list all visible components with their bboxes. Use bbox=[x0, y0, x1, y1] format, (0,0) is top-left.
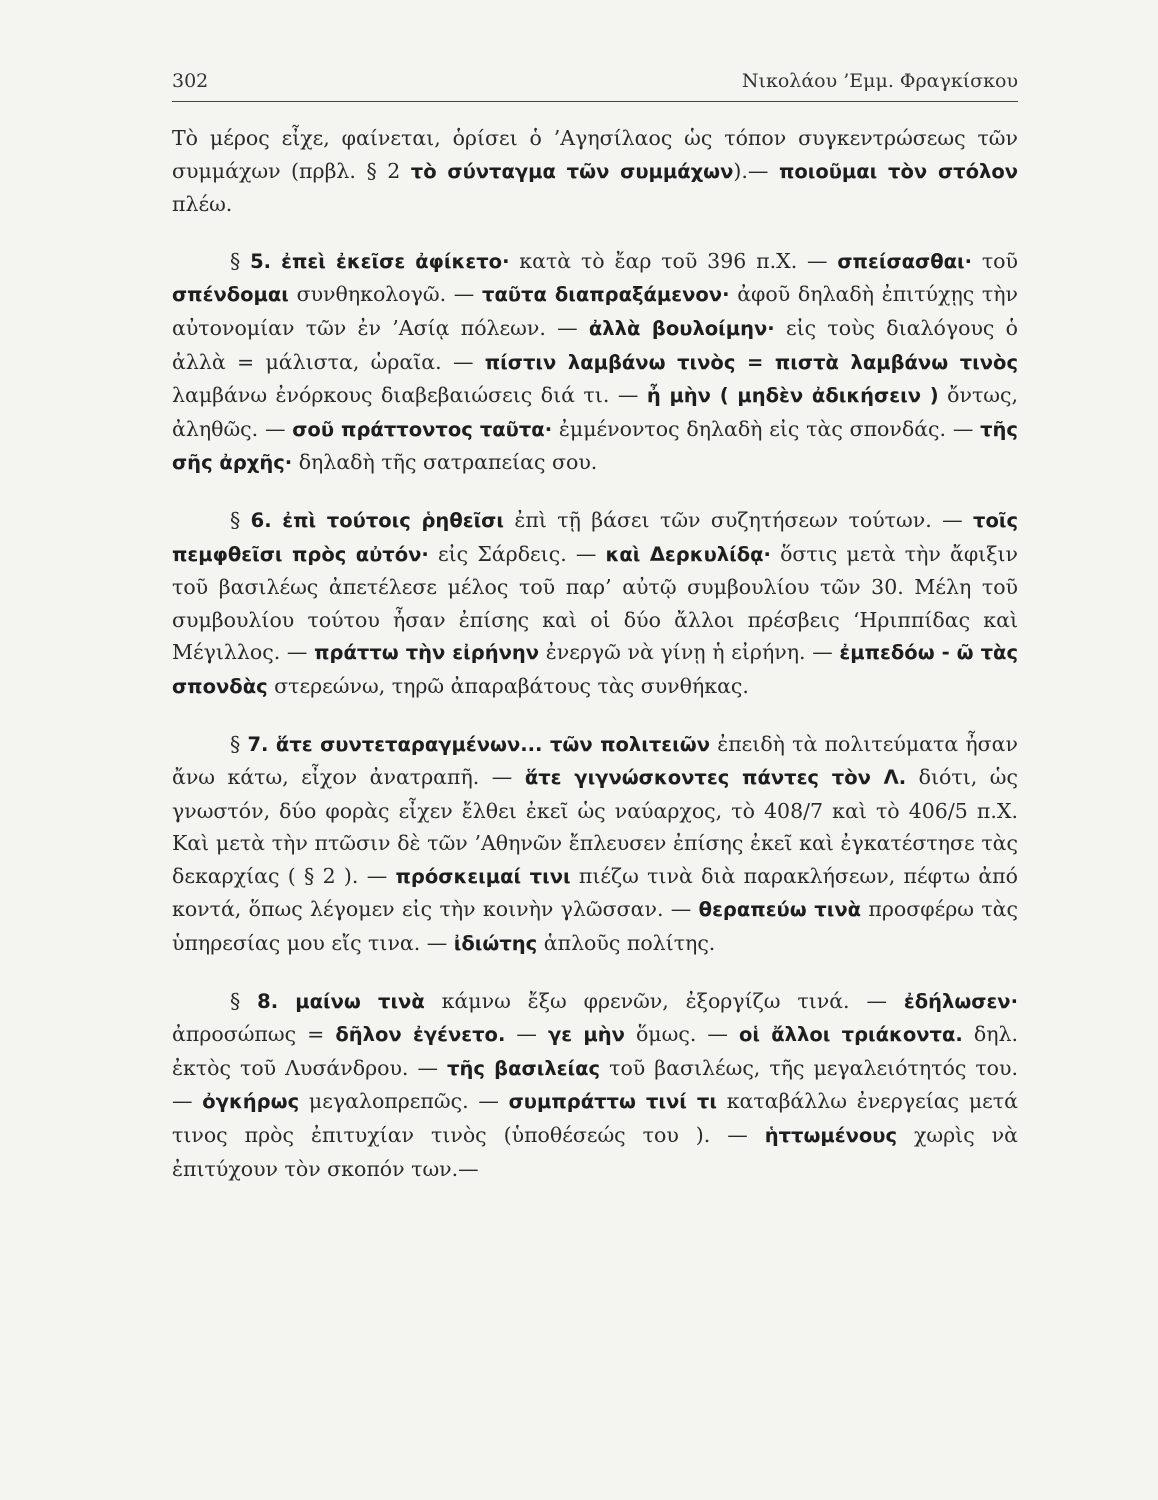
lemma: συμπράττω τινί τι bbox=[508, 1090, 717, 1114]
lemma: 7. ἅτε συντεταραγμένων... τῶν πολιτειῶν bbox=[247, 732, 710, 756]
text-run: ἀφοῦ δηλαδὴ ἐπιτύχῃς τὴν αὐτονομίαν τῶν ἐν ’Ασίᾳ πόλεων. — bbox=[172, 282, 1018, 340]
lemma: θεραπεύω τινὰ bbox=[698, 898, 862, 922]
text-run: πλέω. bbox=[172, 192, 233, 217]
header-rule bbox=[172, 101, 1018, 102]
lemma: 5. ἐπεὶ ἐκεῖσε ἀφίκετο· bbox=[250, 249, 510, 273]
text-run: § bbox=[230, 988, 258, 1013]
text-run: ἀπροσώπως = bbox=[172, 1022, 336, 1047]
text-run: § bbox=[230, 507, 251, 532]
lemma: ἀλλὰ βουλοίμην· bbox=[588, 316, 775, 340]
text-run: ἐπὶ τῇ βάσει τῶν συζητήσεων τούτων. — bbox=[503, 507, 973, 532]
lemma: σοῦ πράττοντος ταῦτα· bbox=[292, 417, 553, 441]
lemma: τοῖς πεμφθεῖσι πρὸς αὐτόν· bbox=[172, 508, 1018, 566]
lemma: πρόσκειμαί τινι bbox=[395, 864, 571, 888]
lemma: ὀγκήρως bbox=[202, 1090, 300, 1114]
lemma: ἡττωμένους bbox=[764, 1124, 898, 1148]
page-number: 302 bbox=[172, 70, 209, 92]
text-run: δηλ. ἐκτὸς τοῦ Λυσάνδρου. — bbox=[172, 1022, 1018, 1080]
text-run: τοῦ βασιλέως, τῆς μεγαλειότητός του. — bbox=[172, 1055, 1018, 1114]
lemma: οἱ ἄλλοι τριάκοντα. bbox=[738, 1023, 963, 1047]
text-run: δηλαδὴ τῆς σατραπείας σου. bbox=[292, 450, 598, 475]
text-run: στερεώνω, τηρῶ ἀπαραβάτους τὰς συνθήκας. bbox=[267, 673, 749, 698]
text-run: πιέζω τινὰ διὰ παρακλήσεων, πέφτω ἀπό κοντά, ὅπως λέγομεν εἰς τὴν κοινὴν γλῶσσαν. — bbox=[172, 863, 1018, 922]
paragraph-section-8 bbox=[172, 985, 1018, 1186]
text-run: διότι, ὡς γνωστόν, δύο φορὰς εἶχεν ἔλθει ἐκεῖ ὡς ναύαρχος, τὸ 408/7 καὶ τὸ 406/5 π.Χ. Καὶ μετὰ τὴν πτῶσιν δὲ τῶν ’Αθηνῶν ἔπλευσεν ἐπίσης ἐκεῖ καὶ ἐγκατέστησε τὰς δεκαρχίας ( § 2 ). — bbox=[172, 765, 1018, 888]
text-run: ὅμως. — bbox=[624, 1022, 739, 1047]
lemma: τῆς βασιλείας bbox=[447, 1056, 601, 1080]
text-run: κάμνω ἔξω φρενῶν, ἐξοργίζω τινά. — bbox=[424, 988, 904, 1013]
lemma: πράττω τὴν εἰρήνην bbox=[314, 641, 540, 665]
text-run: κατὰ τὸ ἔαρ τοῦ 396 π.Χ. — bbox=[509, 248, 838, 273]
lemma: ταῦτα διαπραξάμενον· bbox=[482, 283, 730, 307]
text-run: μεγαλοπρεπῶς. — bbox=[299, 1089, 509, 1114]
lemma: ἐδήλωσεν· bbox=[903, 989, 1018, 1013]
text-run: εἰς Σάρδεις. — bbox=[428, 541, 606, 566]
text-run: ἁπλοῦς πολίτης. bbox=[537, 931, 716, 956]
text-run: ὄντως, ἀληθῶς. — bbox=[172, 383, 1019, 441]
lemma: ἦ μὴν ( μηδὲν ἀδικήσειν ) bbox=[646, 384, 939, 408]
paragraph-section-6 bbox=[172, 504, 1018, 704]
text-run: § bbox=[230, 731, 248, 756]
lemma: 6. ἐπὶ τούτοις ῥηθεῖσι bbox=[250, 508, 504, 532]
paragraph-section-7 bbox=[172, 728, 1018, 961]
text-run: εἰς τοὺς διαλόγους ὁ ἀλλὰ = μάλιστα, ὡραῖα. — bbox=[172, 315, 1019, 374]
lemma: 8. μαίνω τινὰ bbox=[257, 989, 425, 1013]
lemma: γε μὴν bbox=[547, 1023, 625, 1047]
paragraph-intro bbox=[172, 122, 1018, 221]
lemma: πίστιν λαμβάνω τινὸς = πιστὰ λαμβάνω τινὸς bbox=[484, 350, 1018, 374]
lemma: ἅτε γιγνώσκοντες πάντες τὸν Λ. bbox=[524, 766, 907, 790]
text-run: ).— bbox=[733, 158, 779, 183]
body-text bbox=[172, 122, 1018, 1185]
running-head-author: Νικολάου ’Εμμ. Φραγκίσκου bbox=[741, 70, 1018, 92]
lemma: σπένδομαι bbox=[172, 283, 289, 307]
paragraph-section-5 bbox=[172, 245, 1018, 480]
lemma: τὸ σύνταγμα τῶν συμμάχων bbox=[410, 159, 734, 183]
text-run: ἐμμένοντος δηλαδὴ εἰς τὰς σπονδάς. — bbox=[552, 416, 981, 441]
text-run: λαμβάνω ἐνόρκους διαβεβαιώσεις διά τι. — bbox=[172, 383, 647, 408]
text-run: προσφέρω τὰς ὑπηρεσίας μου εἴς τινα. — bbox=[172, 897, 1019, 956]
lemma: ἐμπεδόω - ῶ τὰς σπονδὰς bbox=[172, 641, 1019, 698]
text-run: χωρὶς νὰ ἐπιτύχουν τὸν σκοπόν των.— bbox=[172, 1123, 1018, 1181]
text-run: Τὸ μέρος εἶχε, φαίνεται, ὁρίσει ὁ ’Αγησίλαος ὡς τόπον συγκεντρώσεως τῶν συμμάχων (πρβλ. § 2 bbox=[172, 126, 1018, 183]
lemma: ποιοῦμαι τὸν στόλον bbox=[778, 159, 1019, 183]
lemma: καὶ Δερκυλίδᾳ· bbox=[605, 542, 771, 566]
text-run: καταβάλλω ἐνεργείας μετά τινος πρὸς ἐπιτυχίαν τινὸς (ὑποθέσεώς του ). — bbox=[172, 1089, 1018, 1148]
lemma: σπείσασθαι· bbox=[837, 249, 973, 273]
text-run: ἐπειδὴ τὰ πολιτεύματα ἦσαν ἄνω κάτω, εἶχον ἀνατραπῆ. — bbox=[172, 731, 1018, 790]
text-run: συνθηκολογῶ. — bbox=[288, 282, 483, 307]
lemma: ἰδιώτης bbox=[453, 932, 538, 956]
text-run: § bbox=[230, 248, 251, 273]
text-run: ἐνεργῶ νὰ γίνῃ ἡ εἰρήνη. — bbox=[539, 640, 840, 665]
lemma: τῆς σῆς ἀρχῆς· bbox=[172, 417, 1018, 475]
running-head bbox=[172, 70, 1018, 100]
text-run: — bbox=[505, 1022, 548, 1047]
text-run: τοῦ bbox=[972, 248, 1018, 273]
lemma: δῆλον ἐγένετο. bbox=[335, 1023, 506, 1047]
text-run: ὅστις μετὰ τὴν ἄφιξιν τοῦ βασιλέως ἀπετέλεσε μέλος τοῦ παρ’ αὐτῷ συμβουλίου τῶν 30. Μέλη τοῦ συμβουλίου τούτου ἦσαν ἐπίσης καὶ οἱ δύο ἄλλοι πρέσβεις ‘Ηριππίδας καὶ Μέγιλλος. — bbox=[172, 541, 1019, 665]
